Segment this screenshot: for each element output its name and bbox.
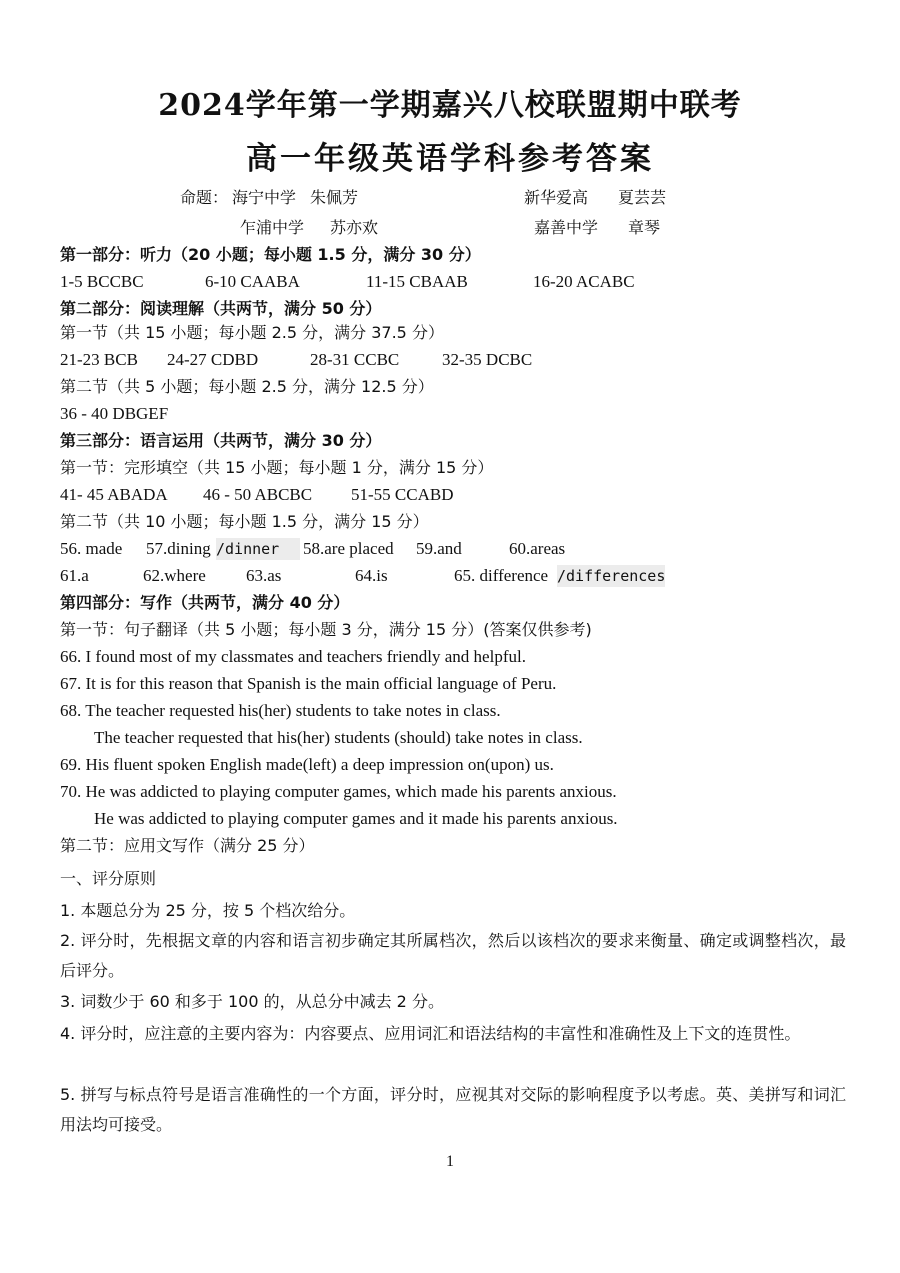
answer-group: 32-35 DCBC — [442, 350, 533, 369]
grading-rule: 1. 本题总分为 25 分，按 5 个档次给分。 — [60, 901, 356, 920]
author-name: 朱佩芳 — [310, 188, 359, 207]
answer-group: 51-55 CCABD — [351, 485, 454, 504]
author-school: 新华爱高 — [524, 188, 589, 207]
answer-item: 57.dining — [146, 539, 211, 558]
translation-answer: 66. I found most of my classmates and teachers friendly and helpful. — [60, 647, 526, 666]
author-school: 嘉善中学 — [534, 218, 599, 237]
part2-section1-heading: 第一节（共 15 小题；每小题 2.5 分，满分 37.5 分） — [60, 323, 444, 342]
grading-rule: 5. 拼写与标点符号是语言准确性的一个方面，评分时，应视其对交际的影响程度予以考虑。英、美拼写和词汇用法均可接受。 — [60, 1085, 846, 1134]
answer-group: 28-31 CCBC — [310, 350, 400, 369]
part2-section2-heading: 第二节（共 5 小题；每小题 2.5 分，满分 12.5 分） — [60, 377, 434, 396]
document-title: 2024学年第一学期嘉兴八校联盟期中联考 — [158, 88, 742, 123]
translation-answer-alternative: The teacher requested that his(her) students (should) take notes in class. — [94, 728, 583, 747]
answer-group: 46 - 50 ABCBC — [203, 485, 313, 504]
grading-rule: 2. 评分时，先根据文章的内容和语言初步确定其所属档次，然后以该档次的要求来衡量、确定或调整档次，最后评分。 — [60, 931, 846, 980]
translation-answer: 68. The teacher requested his(her) students to take notes in class. — [60, 701, 501, 720]
answer-item: 58.are placed — [303, 539, 394, 558]
translation-answer: 70. He was addicted to playing computer games, which made his parents anxious. — [60, 782, 617, 801]
grading-heading: 一、评分原则 — [60, 869, 157, 888]
answer-item: 59.and — [416, 539, 462, 558]
answer-group: 24-27 CDBD — [167, 350, 259, 369]
part4-section1-heading: 第一节：句子翻译（共 5 小题；每小题 3 分，满分 15 分）(答案仅供参考) — [60, 620, 592, 639]
part2-heading: 第二部分：阅读理解（共两节，满分 50 分） — [60, 299, 382, 318]
part1-heading: 第一部分：听力（20 小题；每小题 1.5 分，满分 30 分） — [60, 245, 481, 264]
answer-item: 64.is — [355, 566, 388, 585]
answer-item: 65. difference — [454, 566, 549, 585]
part3-heading: 第三部分：语言运用（共两节，满分 30 分） — [60, 431, 382, 450]
answer-group: 21-23 BCB — [60, 350, 138, 369]
document-subtitle: 高一年级英语学科参考答案 — [246, 141, 654, 177]
answer-item: 60.areas — [509, 539, 566, 558]
author-school: 乍浦中学 — [240, 218, 305, 237]
answer-group: 1-5 BCCBC — [60, 272, 144, 291]
author-school: 海宁中学 — [232, 188, 297, 207]
answer-group: 16-20 ACABC — [533, 272, 635, 291]
answer-group: 6-10 CAABA — [205, 272, 300, 291]
answer-alternative: /differences — [557, 567, 666, 585]
grading-rule: 4. 评分时，应注意的主要内容为：内容要点、应用词汇和语法结构的丰富性和准确性及上下文的连贯性。 — [60, 1024, 801, 1043]
answer-alternative: /dinner — [216, 538, 300, 560]
answer-group: 36 - 40 DBGEF — [60, 404, 169, 423]
part3-section1-heading: 第一节：完形填空（共 15 小题；每小题 1 分，满分 15 分） — [60, 458, 494, 477]
authors-label: 命题： — [180, 188, 229, 207]
author-name: 苏亦欢 — [330, 218, 379, 237]
translation-answer-alternative: He was addicted to playing computer games and it made his parents anxious. — [94, 809, 618, 828]
answer-item: 62.where — [143, 566, 206, 585]
answer-group: 11-15 CBAAB — [366, 272, 468, 291]
part3-section2-heading: 第二节（共 10 小题；每小题 1.5 分，满分 15 分） — [60, 512, 429, 531]
translation-answer: 69. His fluent spoken English made(left) a deep impression on(upon) us. — [60, 755, 554, 774]
grading-rule: 3. 词数少于 60 和多于 100 的，从总分中减去 2 分。 — [60, 992, 444, 1011]
answer-item: 56. made — [60, 539, 123, 558]
answer-item: 61.a — [60, 566, 89, 585]
answer-group: 41- 45 ABADA — [60, 485, 168, 504]
page-number: 1 — [446, 1153, 454, 1170]
answer-item: 63.as — [246, 566, 282, 585]
author-name: 夏芸芸 — [618, 188, 667, 207]
part4-section2-heading: 第二节：应用文写作（满分 25 分） — [60, 836, 315, 855]
author-name: 章琴 — [628, 218, 661, 237]
part4-heading: 第四部分：写作（共两节，满分 40 分） — [60, 593, 350, 612]
translation-answer: 67. It is for this reason that Spanish is the main official language of Peru. — [60, 674, 557, 693]
